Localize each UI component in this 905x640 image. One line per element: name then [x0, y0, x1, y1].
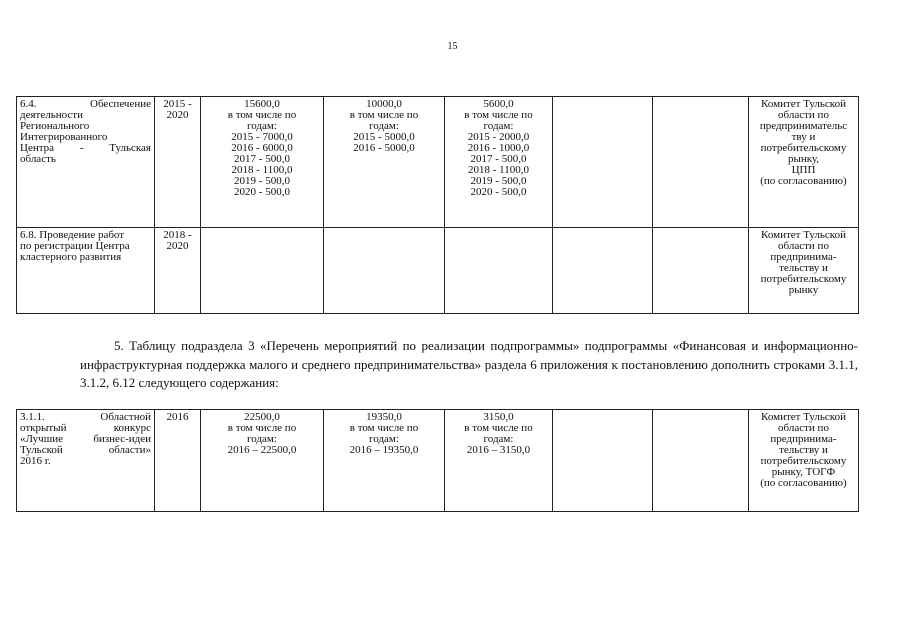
funding-line: 3150,0 — [483, 411, 514, 423]
org-line: области по — [778, 422, 829, 434]
funding-line: 2017 - 500,0 — [470, 153, 527, 165]
funding-line: 2016 – 3150,0 — [466, 444, 531, 456]
funding-line: 2016 - 5000,0 — [353, 142, 415, 154]
measure-name-line: открытый конкурс — [20, 422, 151, 434]
org-line: предпринимательс — [759, 120, 848, 132]
measure-name-line: 3.1.1. Областной — [20, 411, 151, 423]
funding-line: 2016 – 19350,0 — [349, 444, 419, 456]
years-cell — [155, 410, 201, 512]
total-funding-cell — [201, 97, 324, 228]
total-funding-cell — [201, 410, 324, 512]
table-row-6-4 — [17, 97, 859, 228]
years-cell — [155, 228, 201, 314]
funding-line: 10000,0 — [366, 98, 402, 110]
funding-line: 19350,0 — [366, 411, 402, 423]
measure-name-line: 6.8. Проведение работ — [20, 229, 125, 241]
funding-line: 2020 - 500,0 — [234, 186, 290, 198]
org-line: (по согласованию) — [760, 477, 847, 489]
measure-name-line: 6.4. Обеспечение — [20, 98, 151, 110]
org-line: предпринима- — [770, 251, 837, 263]
funding-line: в том числе по — [349, 109, 419, 121]
org-line: тельству и — [779, 262, 828, 274]
measure-name-line: Интегрированного — [20, 131, 108, 143]
org-line: Комитет Тульской — [761, 411, 846, 423]
org-line: предпринима- — [770, 433, 837, 445]
funding-line: годам: — [483, 433, 514, 445]
funding-line: 22500,0 — [244, 411, 280, 423]
empty-cell — [553, 228, 653, 314]
measures-table-bottom — [16, 409, 859, 512]
funding-line: 2015 - 7000,0 — [231, 131, 293, 143]
measure-name-line: Тульской области» — [20, 444, 151, 456]
measure-name-cell — [17, 228, 155, 314]
org-line: тельству и — [779, 444, 828, 456]
funding-line: 2015 - 5000,0 — [353, 131, 415, 143]
org-line: области по — [778, 240, 829, 252]
funding-line: годам: — [247, 433, 277, 445]
funding-line: 2016 - 6000,0 — [231, 142, 293, 154]
measure-name-line: область — [20, 153, 56, 165]
funding-line: в том числе по — [464, 109, 533, 121]
funding-line: 15600,0 — [244, 98, 280, 110]
federal-funding-cell — [324, 97, 445, 228]
org-line: (по согласованию) — [760, 175, 847, 187]
measure-name-line: Регионального — [20, 120, 90, 132]
regional-funding-cell — [445, 97, 553, 228]
empty-cell — [445, 228, 553, 314]
funding-line: 2018 - 1100,0 — [467, 164, 529, 176]
funding-line: 5600,0 — [483, 98, 514, 110]
measure-name-line: Центра - Тульская — [20, 142, 151, 154]
measure-name-line: деятельности — [20, 109, 83, 121]
funding-line: 2016 - 1000,0 — [467, 142, 530, 154]
years-line: 2020 — [166, 109, 189, 121]
org-line: Комитет Тульской — [761, 98, 846, 110]
empty-cell — [201, 228, 324, 314]
measure-name-cell — [17, 97, 155, 228]
org-line: рынку — [788, 284, 819, 296]
empty-cell — [553, 410, 653, 512]
funding-line: годам: — [369, 120, 399, 132]
funding-line: в том числе по — [349, 422, 419, 434]
empty-cell — [324, 228, 445, 314]
measure-name-line: «Лучшие бизнес-идеи — [20, 433, 151, 445]
measure-name-line: кластерного развития — [20, 251, 122, 263]
empty-cell — [553, 97, 653, 228]
org-line: потребительскому — [760, 455, 847, 467]
responsible-org-cell — [749, 410, 859, 512]
regional-funding-cell — [445, 410, 553, 512]
funding-line: 2019 - 500,0 — [234, 175, 290, 187]
years-line: 2020 — [166, 240, 189, 252]
years-line: 2016 — [166, 411, 189, 423]
org-line: Комитет Тульской — [761, 229, 846, 241]
org-line: рынку, — [787, 153, 820, 165]
funding-line: 2019 - 500,0 — [470, 175, 527, 187]
org-line: рынку, ТОГФ — [771, 466, 836, 478]
measure-name-line: по регистрации Центра — [20, 240, 130, 252]
funding-line: 2017 - 500,0 — [234, 153, 290, 165]
funding-line: в том числе по — [464, 422, 533, 434]
org-line: области по — [778, 109, 829, 121]
amendment-paragraph: 5. Таблицу подраздела 3 «Перечень мероприятий по реализации подпрограммы» подпрограммы «Финансовая и информационно-инфраструктурная поддержка малого и среднего предпринимательства» раздела 6 приложения к постановлению дополнить строками 3.1.1, 3.1.2, 6.12 следующего содержания: — [80, 338, 858, 390]
measure-name-line: 2016 г. — [20, 455, 51, 467]
years-line: 2018 - — [163, 229, 192, 241]
responsible-org-cell — [749, 97, 859, 228]
measure-name-cell — [17, 410, 155, 512]
table-row-3-1-1 — [17, 410, 859, 512]
funding-line: годам: — [483, 120, 514, 132]
measures-table-top — [16, 96, 859, 314]
org-line: тву и — [791, 131, 816, 143]
years-line: 2015 - — [163, 98, 192, 110]
org-line: потребительскому — [760, 142, 847, 154]
empty-cell — [653, 410, 749, 512]
years-cell — [155, 97, 201, 228]
funding-line: 2018 - 1100,0 — [231, 164, 293, 176]
funding-line: 2015 - 2000,0 — [467, 131, 530, 143]
empty-cell — [653, 97, 749, 228]
org-line: ЦПП — [791, 164, 816, 176]
funding-line: годам: — [369, 433, 399, 445]
funding-line: 2020 - 500,0 — [470, 186, 527, 198]
page-number: 15 — [447, 41, 458, 52]
funding-line: годам: — [247, 120, 277, 132]
responsible-org-cell — [749, 228, 859, 314]
funding-line: в том числе по — [227, 422, 297, 434]
table-row-6-8 — [17, 228, 859, 314]
org-line: потребительскому — [760, 273, 847, 285]
empty-cell — [653, 228, 749, 314]
funding-line: в том числе по — [227, 109, 297, 121]
funding-line: 2016 – 22500,0 — [227, 444, 297, 456]
federal-funding-cell — [324, 410, 445, 512]
